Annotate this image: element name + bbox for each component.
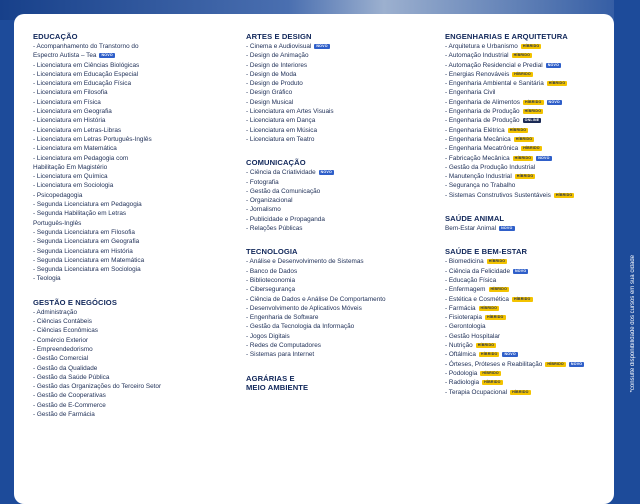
course-label: - Publicidade e Propaganda [246,215,325,223]
course-item [33,382,223,391]
section-title: ENGENHARIAS E ARQUITETURA [445,32,568,41]
course-item [33,135,223,144]
modality-badge: HÍBRIDO [486,315,504,320]
course-label: - Segunda Licenciatura em Filosofia [33,228,135,236]
course-label: - Estética e Cosmética [445,295,509,303]
modality-badge: HÍBRIDO [482,370,499,375]
course-label: - Fotografia [246,178,279,186]
course-item [33,181,223,190]
course-item [445,107,610,116]
course-item [246,350,426,359]
course-item [33,98,223,107]
section-title: TECNOLOGIA [246,247,298,257]
course-item [33,247,223,256]
section-gap [445,200,610,214]
course-label: - Design de Interiores [246,61,308,69]
course-label: - Análise e Desenvolvimento de Sistemas [246,258,364,266]
course-item [445,285,610,294]
modality-badge: NOVO [101,53,113,58]
modality-badge: HÍBRIDO [490,287,508,292]
course-label: - Licenciatura em Educação Especial [33,70,139,78]
course-label: - Radiologia [445,379,480,387]
course-item [33,326,223,335]
course-label: - Oftálmica [445,351,476,359]
modality-badge: HÍBRIDO [488,259,506,264]
course-item [445,98,610,107]
course-label: - Engenharia de Alimentos [445,98,520,106]
course-label: - Licenciatura em Matemática [33,145,117,153]
course-item [445,135,610,144]
course-label: - Automação Residencial e Predial [445,61,543,69]
course-label: - Licenciatura em Geografia [33,108,112,116]
modality-badge: HÍBRIDO [513,53,531,58]
course-label: - Biblioteconomia [246,276,296,284]
course-label: - Ciência da Felicidade [445,267,511,275]
course-item [246,88,426,97]
course-item [445,144,610,153]
course-item [246,107,426,116]
new-badge: NOVO [548,99,560,104]
course-item [33,364,223,373]
modality-badge: HÍBRIDO [523,146,540,151]
modality-badge: HÍBRIDO [484,380,501,385]
course-item [445,154,610,163]
course-item [246,322,426,331]
course-label: - Automação Industrial [445,52,509,60]
course-label: - Design de Moda [246,70,297,78]
course-item [33,265,223,274]
course-item [246,79,426,88]
course-item [246,116,426,125]
course-item [445,42,610,51]
modality-badge: HÍBRIDO [480,305,498,310]
course-label: - Acompanhamento do Transtorno do [33,43,139,50]
course-item [33,191,223,200]
course-item [246,126,426,135]
section-title: SAÚDE ANIMAL [445,214,505,224]
course-label: - Segunda Licenciatura em Geografia [33,238,140,246]
course-label: - Sistemas Construtivos Sustentáveis [445,191,551,199]
course-item [445,181,610,190]
course-item [445,322,610,331]
section-gap [445,233,610,247]
course-label: - Cinema e Audiovisual [246,43,312,50]
course-label: - Cibersegurança [246,286,296,294]
new-badge: NOVO [570,361,583,366]
course-item [246,205,426,214]
section-title: EDUCAÇÃO [33,32,78,41]
course-item [33,354,223,363]
column-right [445,32,610,397]
course-item [246,98,426,107]
new-badge: NOVO [538,155,550,160]
course-label: - Sistemas para Internet [246,351,315,359]
course-item [445,257,610,266]
course-item [33,274,223,283]
course-item [246,332,426,341]
course-item [33,79,223,88]
course-label: - Segurança no Trabalho [445,182,516,190]
course-item [445,51,610,60]
new-badge: NOVO [504,352,516,357]
right-side-band [614,0,640,487]
course-item [33,200,223,209]
course-item [445,163,610,172]
course-label: - Segunda Licenciatura em Sociologia [33,266,141,274]
modality-badge: ONLINE [524,118,540,123]
course-label: - Licenciatura em Ciências Biológicas [33,61,140,69]
course-item [246,304,426,313]
course-label: - Arquitetura e Urbanismo [445,43,518,50]
course-item [246,295,426,304]
course-item [246,267,426,276]
course-label: - Engenharia de Produção [445,117,520,125]
course-item [246,135,426,144]
course-label: - Gestão de Cooperativas [33,392,106,400]
course-label: - Engenharia de Software [246,314,319,322]
course-label: - Licenciatura em Pedagogia com [33,154,129,162]
course-item [445,191,610,200]
course-item [445,369,610,378]
course-label: - Segunda Licenciatura em Matemática [33,256,145,264]
course-item [33,308,223,317]
course-item [33,61,223,70]
course-item [445,304,610,313]
course-item [246,224,426,233]
course-label: - Gestão da Saúde Pública [33,373,110,381]
course-label: - Engenharia de Produção [445,108,520,116]
section-title: COMUNICAÇÃO [246,158,306,168]
course-label: - Licenciatura em Teatro [246,135,315,143]
column-left [33,32,223,419]
course-item [33,345,223,354]
course-item [445,116,610,125]
modality-badge: HÍBRIDO [516,174,534,179]
course-label: - Licenciatura em História [33,117,106,125]
course-item [33,116,223,125]
course-item [246,70,426,79]
course-item [33,410,223,419]
course-label: - Licenciatura em Química [33,173,108,181]
course-label: - Ciência da Criatividade [246,169,316,177]
course-label: - Educação Física [445,276,497,284]
course-item [445,224,610,233]
course-item [246,313,426,322]
section-title: ARTES E DESIGN [246,32,312,41]
course-label: Espectro Autista – Tea [33,52,97,60]
course-label: - Gestão Hospitalar [445,332,501,340]
course-label: - Órteses, Próteses e Reabilitação [445,360,543,368]
modality-badge: HÍBRIDO [514,71,531,76]
course-item [33,228,223,237]
modality-badge: HÍBRIDO [555,192,573,197]
availability-note: *consulte disponibilidade dos cursos em sua cidade [630,255,636,393]
modality-badge: HÍBRIDO [477,343,495,348]
course-label: - Licenciatura em Educação Física [33,80,132,88]
course-label: - Fabricação Mecânica [445,154,510,162]
course-label: - Jornalismo [246,206,281,214]
course-label: - Licenciatura em Filosofia [33,89,108,97]
course-item [33,209,223,218]
course-label: Bem-Estar Animal [445,225,497,233]
course-item [246,168,426,177]
course-label: - Engenharia Mecânica [445,135,511,143]
course-item [33,401,223,410]
course-label: - Design Gráfico [246,89,293,97]
course-item [445,313,610,322]
course-label: - Psicopedagogia [33,191,83,199]
course-label: - Design de Produto [246,80,303,88]
course-item [445,350,610,359]
course-item [246,285,426,294]
course-label: - Gestão Comercial [33,355,89,363]
course-label: - Energias Renováveis [445,70,510,78]
modality-badge: HÍBRIDO [515,136,533,141]
course-item [246,341,426,350]
section-gap [246,233,426,247]
section-gap [246,360,426,374]
course-item [445,388,610,397]
course-label: - Segunda Licenciatura em História [33,247,133,255]
course-item [246,257,426,266]
course-label: - Redes de Computadores [246,342,321,350]
course-item [33,219,223,228]
course-label: - Gerontologia [445,323,486,331]
course-item [445,295,610,304]
course-label: - Engenharia Mecatrônica [445,145,519,153]
course-label: Português-Inglês [33,219,82,227]
section-title: GESTÃO E NEGÓCIOS [33,297,117,307]
course-label: - Enfermagem [445,286,486,294]
course-item [445,341,610,350]
course-label: - Design de Animação [246,52,309,60]
course-item [33,336,223,345]
course-item [445,79,610,88]
course-item [246,51,426,60]
course-label: - Farmácia [445,304,476,312]
course-item [445,70,610,79]
section-title: SAÚDE E BEM-ESTAR [445,247,528,257]
course-label: - Gestão das Organizações do Terceiro Setor [33,383,162,391]
course-label: - Gestão da Comunicação [246,187,321,195]
modality-badge: NOVO [320,170,333,175]
course-label: - Engenharia Civil [445,89,496,97]
course-label: - Design Musical [246,98,294,106]
course-item [33,154,223,163]
modality-badge: HÍBRIDO [514,155,532,160]
course-label: - Banco de Dados [246,267,298,275]
course-item [246,276,426,285]
course-label: - Licenciatura em Física [33,98,101,106]
course-label: - Gestão da Produção Industrial [445,163,536,171]
course-item [33,107,223,116]
course-item [445,61,610,70]
course-item [445,360,610,369]
course-item [33,42,223,51]
course-item [33,373,223,382]
modality-badge: HÍBRIDO [512,389,529,394]
course-item [246,196,426,205]
modality-badge: HÍBRIDO [513,296,531,301]
course-item [445,126,610,135]
course-label: - Licenciatura em Sociologia [33,182,114,190]
course-item [246,215,426,224]
course-label: - Teologia [33,275,61,283]
course-label: - Gestão da Tecnologia da Informação [246,323,355,331]
course-item [33,144,223,153]
course-label: - Administração [33,308,78,316]
course-label: - Licenciatura em Dança [246,117,316,125]
modality-badge: HÍBRIDO [509,127,527,132]
section-title: AGRÁRIAS E MEIO AMBIENTE [246,373,309,392]
modality-badge: NOVO [501,226,513,231]
course-label: - Terapia Ocupacional [445,388,508,396]
course-item [33,163,223,172]
modality-badge: NOVO [547,62,560,67]
modality-badge: NOVO [316,44,328,48]
section-gap [33,284,223,298]
course-label: - Engenharia Elétrica [445,126,505,134]
course-item [445,88,610,97]
course-item [445,276,610,285]
course-label: - Empreendedorismo [33,345,93,353]
course-label: - Jogos Digitais [246,332,290,340]
modality-badge: HÍBRIDO [548,81,566,86]
modality-badge: NOVO [515,268,527,273]
course-label: - Ciências Contábeis [33,318,92,326]
course-label: - Engenharia Ambiental e Sanitária [445,80,544,88]
course-label: - Ciência de Dados e Análise De Comportamento [246,295,386,303]
course-label: - Licenciatura em Letras Português-Inglês [33,135,152,143]
course-label: - Gestão de Farmácia [33,410,95,418]
modality-badge: HÍBRIDO [522,44,540,48]
section-gap [246,144,426,158]
course-item [246,187,426,196]
course-item [246,42,426,51]
course-item [33,317,223,326]
course-label: - Organizacional [246,197,293,205]
course-item [33,70,223,79]
course-label: - Ciências Econômicas [33,327,98,335]
course-item [33,126,223,135]
course-item [246,178,426,187]
course-label: - Biomedicina [445,258,484,266]
course-item [246,61,426,70]
course-label: - Fisioterapia [445,314,482,322]
course-label: - Manutenção Industrial [445,173,512,181]
course-label: - Desenvolvimento de Aplicativos Móveis [246,304,362,312]
course-item [445,267,610,276]
course-label: - Segunda Licenciatura em Pedagogia [33,201,142,209]
modality-badge: HÍBRIDO [480,352,498,357]
course-label: Habilitação Em Magistério [33,163,108,171]
course-label: - Licenciatura em Artes Visuais [246,108,334,116]
course-item [445,378,610,387]
course-label: - Licenciatura em Música [246,126,318,134]
course-item [445,332,610,341]
course-item [33,88,223,97]
modality-badge: HÍBRIDO [524,99,542,104]
course-item [33,256,223,265]
course-label: - Segunda Habilitação em Letras [33,210,127,218]
modality-badge: HÍBRIDO [547,361,564,366]
course-label: - Gestão da Qualidade [33,364,98,372]
course-label: - Podologia [445,369,478,377]
course-item [33,391,223,400]
course-label: - Gestão de E-Commerce [33,401,106,409]
modality-badge: HÍBRIDO [524,109,542,114]
course-item [33,172,223,181]
course-item [445,172,610,181]
course-item [33,237,223,246]
course-label: - Nutrição [445,342,473,350]
course-label: - Comércio Exterior [33,336,89,344]
column-middle [246,32,426,393]
course-label: - Relações Públicas [246,225,303,233]
course-item [33,51,223,60]
course-label: - Licenciatura em Letras-Libras [33,126,122,134]
